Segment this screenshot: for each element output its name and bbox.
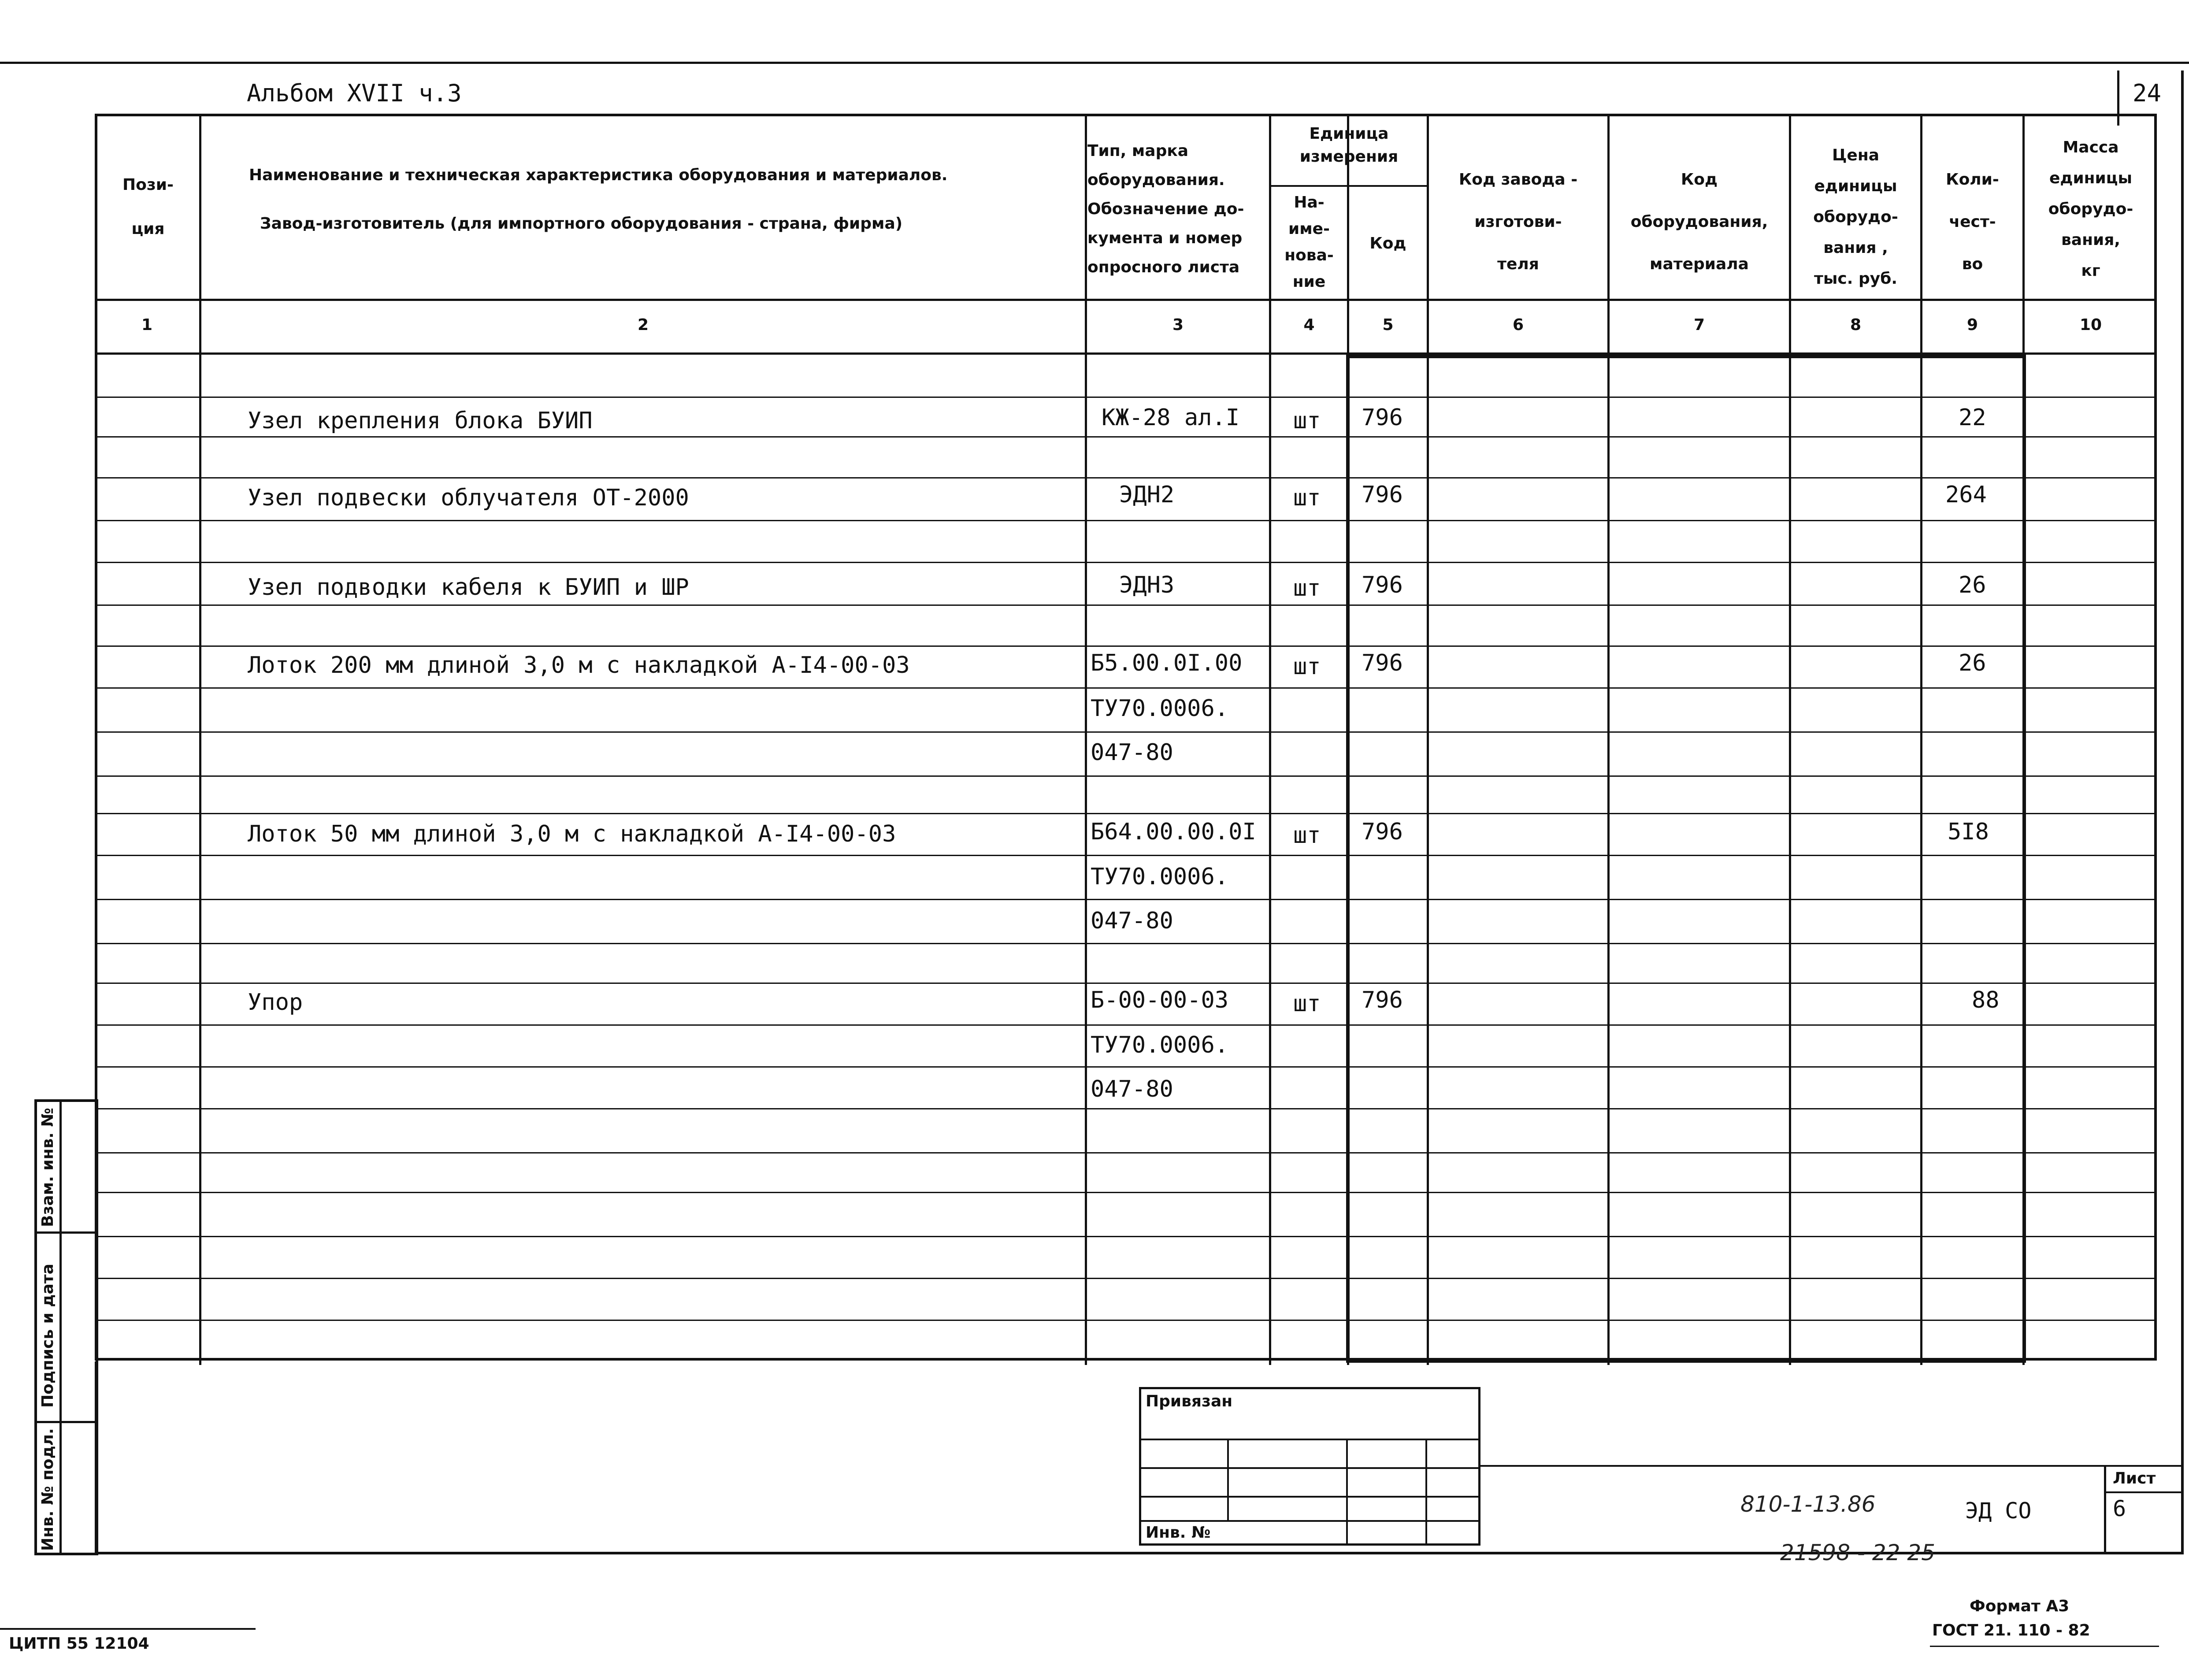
footer-format: Формат А3 [1970, 1597, 2070, 1615]
row-line [95, 477, 2157, 478]
header-col-2-title: Наименование и техническая характеристика оборудования и материалов. [249, 166, 948, 184]
footer-left-rule [0, 1628, 256, 1630]
row-6-qty: 88 [1972, 987, 2000, 1013]
row-line [95, 520, 2157, 521]
header-col-3: Тип, марка оборудования. Обозначение до- кумента и номер опросного листа [1087, 142, 1244, 276]
row-5-code: 796 [1362, 819, 1403, 845]
row-6-name: Упор [248, 989, 303, 1016]
privyazan-h2 [1139, 1467, 1480, 1469]
colnum-3: 3 [1172, 316, 1184, 334]
privyazan-h4 [1139, 1520, 1480, 1522]
row-4-unit: шт [1293, 653, 1321, 680]
row-4-qty: 26 [1959, 650, 1986, 676]
row-5-unit: шт [1293, 822, 1321, 849]
privyazan-box [1139, 1387, 1480, 1546]
page-number: 24 [2133, 79, 2162, 107]
footer-right-rule [1930, 1646, 2159, 1647]
handwritten-number: 21598 - 22 25 [1780, 1540, 1936, 1565]
colnum-6: 6 [1512, 316, 1524, 334]
row-4-type3: 047-80 [1091, 739, 1173, 766]
row-2-unit: шт [1293, 485, 1321, 511]
designation-top [1480, 1465, 2181, 1467]
side-podpis: Подпись и дата [39, 1264, 57, 1408]
row-2-name: Узел подвески облучателя ОТ-2000 [248, 485, 689, 511]
colnum-4: 4 [1303, 316, 1315, 334]
colnum-10: 10 [2079, 316, 2102, 334]
footer-tsitp: ЦИТП 55 12104 [9, 1635, 149, 1653]
header-col-4: На- име- нова- ние [1284, 193, 1334, 291]
row-line [95, 562, 2157, 563]
side-strip-h2 [34, 1421, 98, 1423]
side-strip-h1 [34, 1231, 98, 1234]
row-3-type: ЭДН3 [1119, 572, 1175, 598]
row-5-type: Б64.00.00.0I [1091, 819, 1256, 845]
privyazan-v1 [1227, 1439, 1229, 1520]
side-vzam: Взам. инв. № [39, 1108, 57, 1227]
row-3-unit: шт [1293, 575, 1321, 601]
row-line [95, 731, 2157, 733]
colnum-1: 1 [141, 316, 153, 334]
row-line [95, 1152, 2157, 1153]
row-line [95, 1024, 2157, 1026]
album-title: Альбом XVII ч.3 [247, 79, 462, 107]
header-unit-group: Единица измерения [1299, 125, 1399, 166]
col-line-3 [1269, 114, 1271, 1365]
row-line [95, 1066, 2157, 1068]
privyazan-v3 [1425, 1439, 1427, 1546]
row-line [95, 1320, 2157, 1321]
row-line [95, 775, 2157, 777]
header-col-2-subtitle: Завод-изготовитель (для импортного оборудования - страна, фирма) [260, 215, 903, 233]
row-1-qty: 22 [1959, 404, 1986, 431]
row-1-type: КЖ-28 ал.I [1102, 404, 1240, 431]
row-1-code: 796 [1362, 404, 1403, 431]
sheet-label: Лист [2113, 1469, 2156, 1487]
row-line [95, 983, 2157, 984]
row-line [95, 436, 2157, 438]
row-5-type3: 047-80 [1091, 908, 1173, 934]
colnum-5: 5 [1382, 316, 1394, 334]
row-2-qty: 264 [1945, 482, 1987, 508]
sheet-right [2181, 70, 2184, 1554]
row-6-type: Б-00-00-03 [1091, 987, 1229, 1013]
row-6-unit: шт [1293, 990, 1321, 1017]
row-6-type2: ТУ70.0006. [1091, 1032, 1229, 1058]
row-2-type: ЭДН2 [1119, 482, 1175, 508]
colnum-8: 8 [1850, 316, 1862, 334]
side-strip-divider [59, 1099, 62, 1555]
row-2-code: 796 [1362, 482, 1403, 508]
sheet-cell-left [2104, 1465, 2106, 1553]
unit-group-line [1269, 185, 1428, 187]
row-line [95, 1236, 2157, 1237]
colnum-7: 7 [1693, 316, 1705, 334]
row-6-code: 796 [1362, 987, 1403, 1013]
row-line [95, 899, 2157, 900]
header-col-6: Код завода - изготови- теля [1458, 171, 1578, 273]
row-5-name: Лоток 50 мм длиной 3,0 м с накладкой А-I4-00-03 [248, 821, 896, 847]
sheet-cell-mid [2104, 1491, 2182, 1493]
privyazan-h1 [1139, 1439, 1480, 1440]
row-5-qty: 5I8 [1948, 819, 1989, 845]
header-col-9: Коли- чест- во [1946, 171, 1999, 273]
header-col-7: Код оборудования, материала [1630, 171, 1768, 273]
header-col-5: Код [1369, 234, 1406, 252]
row-6-type3: 047-80 [1091, 1076, 1173, 1102]
row-line [95, 813, 2157, 814]
row-line [95, 645, 2157, 647]
bold-frame [1346, 355, 2026, 1363]
row-line [95, 1278, 2157, 1279]
col-line-1 [199, 114, 201, 1365]
row-4-type: Б5.00.0I.00 [1091, 650, 1243, 676]
row-line [95, 605, 2157, 606]
header-col-10: Масса единицы оборудо- вания, кг [2048, 138, 2133, 280]
header-col-1: Пози- ция [122, 176, 174, 238]
row-1-unit: шт [1293, 408, 1321, 434]
header-col-8: Цена единицы оборудо- вания , тыс. руб. [1813, 146, 1898, 288]
top-rule [0, 62, 2189, 64]
row-line [95, 397, 2157, 398]
row-line [95, 1192, 2157, 1193]
privyazan-v2 [1346, 1439, 1348, 1546]
row-3-name: Узел подводки кабеля к БУИП и ШР [248, 574, 689, 601]
footer-gost: ГОСТ 21. 110 - 82 [1932, 1621, 2090, 1639]
row-4-type2: ТУ70.0006. [1091, 695, 1229, 722]
row-line [95, 1108, 2157, 1109]
side-inv-podl: Инв. № подл. [39, 1428, 57, 1551]
doc-code: 810-1-13.86 [1740, 1491, 1876, 1517]
header-bottom [95, 299, 2157, 301]
row-4-name: Лоток 200 мм длиной 3,0 м с накладкой А-I4-00-03 [248, 652, 910, 679]
row-3-code: 796 [1362, 572, 1403, 598]
doc-mark: ЭД СО [1965, 1498, 2032, 1524]
row-line [95, 855, 2157, 856]
sheet-number: 6 [2113, 1496, 2126, 1521]
privyazan-label: Привязан [1146, 1392, 1233, 1410]
colnum-2: 2 [637, 316, 649, 334]
frame-left-lower [95, 1361, 97, 1554]
row-line [95, 943, 2157, 944]
colnum-9: 9 [1966, 316, 1978, 334]
col-line-2 [1085, 114, 1087, 1365]
row-3-qty: 26 [1959, 572, 1986, 598]
row-1-name: Узел крепления блока БУИП [248, 408, 593, 434]
row-5-type2: ТУ70.0006. [1091, 864, 1229, 890]
inv-no-label: Инв. № [1146, 1524, 1211, 1542]
privyazan-h3 [1139, 1496, 1480, 1498]
row-line [95, 687, 2157, 689]
row-4-code: 796 [1362, 650, 1403, 676]
